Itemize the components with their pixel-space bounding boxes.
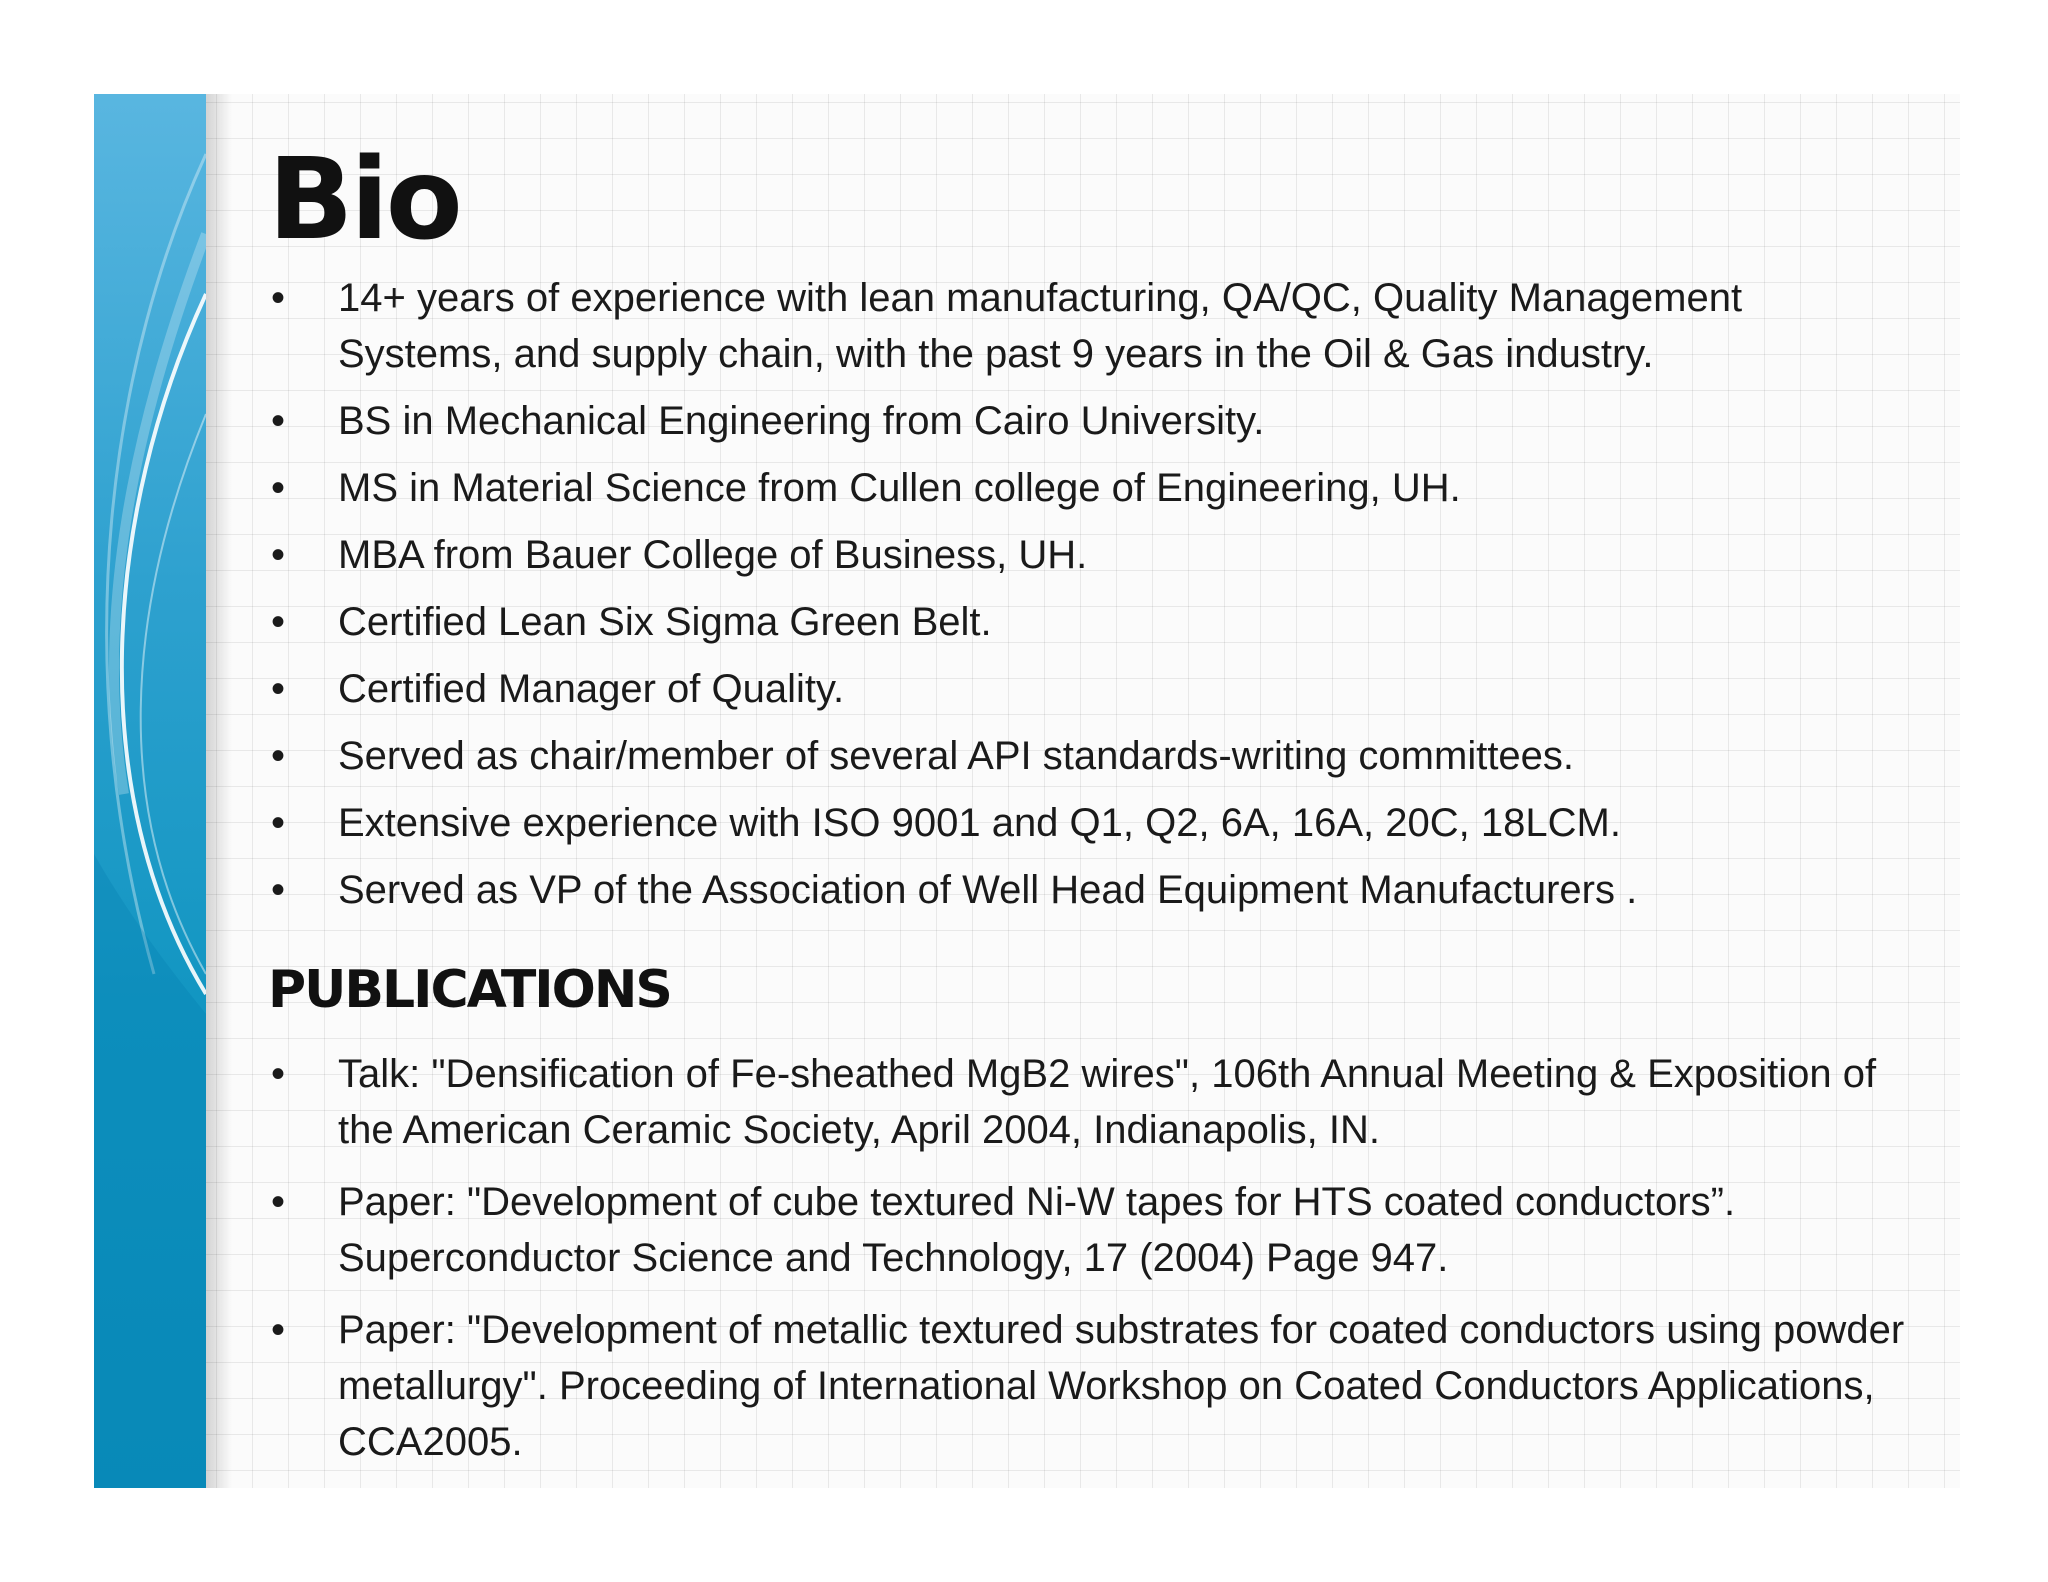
publication-text: Paper: "Development of cube textured Ni-W tapes for HTS coated conductors”. Superconductor Science and Technology, 17 (2004) Page 947. (338, 1180, 1736, 1280)
band-shadow (206, 94, 232, 1488)
bio-item (268, 594, 1908, 650)
bio-item-text: MBA from Bauer College of Business, UH. (338, 533, 1088, 577)
bullet-icon: • (270, 868, 285, 912)
bio-item (268, 795, 1908, 851)
slide (94, 94, 1960, 1488)
bio-item (268, 460, 1908, 516)
swoosh-decoration (94, 94, 206, 1488)
bullet-icon: • (270, 276, 285, 320)
bio-item-text: MS in Material Science from Cullen college of Engineering, UH. (338, 466, 1461, 510)
bullet-icon: • (270, 466, 285, 510)
side-decoration-band (94, 94, 206, 1488)
publication-item (268, 1174, 1908, 1286)
bullet-icon: • (270, 1308, 285, 1352)
bio-item (268, 393, 1908, 449)
bio-item (268, 728, 1908, 784)
bio-item (268, 862, 1908, 918)
publications-heading: PUBLICATIONS (268, 960, 671, 1020)
bio-item-text: Certified Manager of Quality. (338, 667, 845, 711)
publication-text: Paper: "Development of metallic textured substrates for coated conductors using powder metallurgy". Proceeding of International Workshop on Coated Conductors Applications, CCA2005. (338, 1308, 1905, 1464)
bio-item (268, 527, 1908, 583)
bullet-icon: • (270, 801, 285, 845)
bio-item-text: Extensive experience with ISO 9001 and Q1, Q2, 6A, 16A, 20C, 18LCM. (338, 801, 1621, 845)
bio-item-text: Certified Lean Six Sigma Green Belt. (338, 600, 992, 644)
publications-list (268, 1046, 1908, 1486)
bio-item (268, 270, 1908, 382)
bio-item-text: Served as VP of the Association of Well Head Equipment Manufacturers . (338, 868, 1638, 912)
slide-title: Bio (268, 135, 460, 265)
publication-text: Talk: "Densification of Fe-sheathed MgB2 wires", 106th Annual Meeting & Exposition of the American Ceramic Society, April 2004, Indianapolis, IN. (338, 1052, 1877, 1152)
bullet-icon: • (270, 1180, 285, 1224)
bio-item-text: Served as chair/member of several API standards-writing committees. (338, 734, 1575, 778)
bio-list (268, 270, 1908, 929)
bullet-icon: • (270, 1052, 285, 1096)
bullet-icon: • (270, 399, 285, 443)
bullet-icon: • (270, 667, 285, 711)
bio-item (268, 661, 1908, 717)
publication-item (268, 1046, 1908, 1158)
bullet-icon: • (270, 533, 285, 577)
bio-item-text: BS in Mechanical Engineering from Cairo University. (338, 399, 1265, 443)
bullet-icon: • (270, 734, 285, 778)
bio-item-text: 14+ years of experience with lean manufacturing, QA/QC, Quality Management Systems, and supply chain, with the past 9 years in the Oil & Gas industry. (338, 276, 1743, 376)
publication-item (268, 1302, 1908, 1470)
bullet-icon: • (270, 600, 285, 644)
